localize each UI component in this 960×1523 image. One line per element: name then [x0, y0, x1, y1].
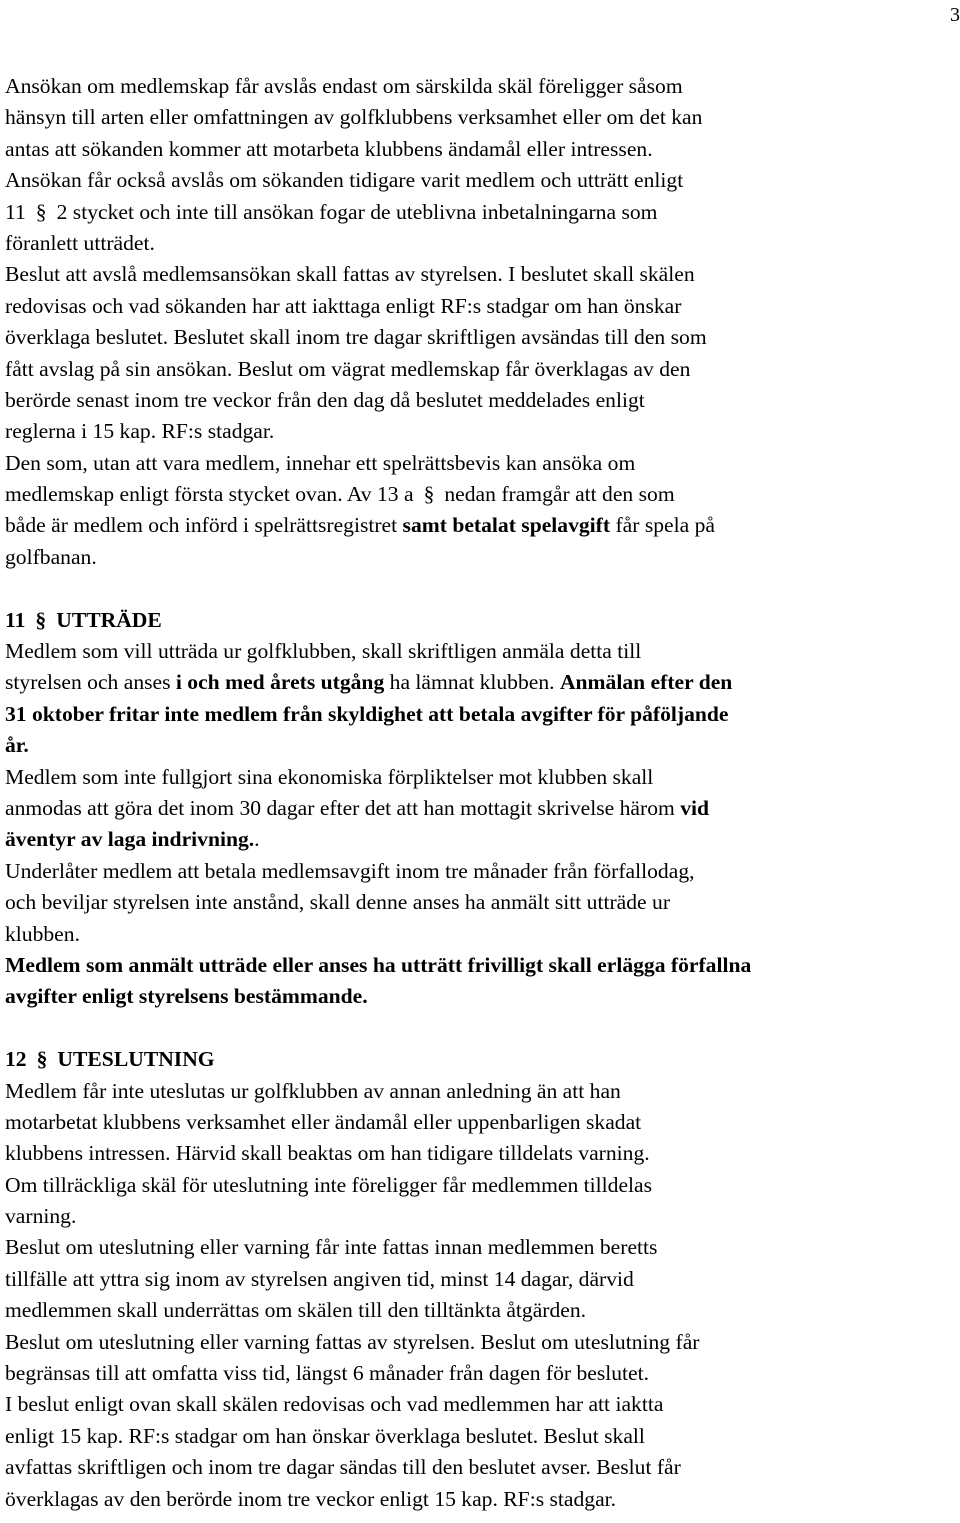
text-line: Underlåter medlem att betala medlemsavgift inom tre månader från förfallodag, [5, 858, 695, 883]
spacer [5, 573, 957, 604]
paragraph-membership-application [5, 71, 957, 573]
text-line: I beslut enligt ovan skall skälen redovisas och vad medlemmen har att iaktta [5, 1392, 664, 1417]
text-line: Medlem får inte uteslutas ur golfklubben av annan anledning än att han [5, 1078, 621, 1103]
bold-text: samt betalat spelavgift [402, 513, 611, 538]
text-line: Beslut om uteslutning eller varning får inte fattas innan medlemmen beretts [5, 1235, 658, 1260]
text-line [5, 197, 957, 228]
text-line: hänsyn till arten eller omfattningen av golfklubbens verksamhet eller om det kan [5, 105, 703, 130]
text-line: begränsas till att omfatta viss tid, längst 6 månader från dagen för beslutet. [5, 1361, 650, 1386]
text-line: Den som, utan att vara medlem, innehar ett spelrättsbevis kan ansöka om [5, 450, 636, 475]
text-line: medlemmen skall underrättas om skälen till den tilltänkta åtgärden. [5, 1298, 587, 1323]
text-line: Beslut om uteslutning eller varning fattas av styrelsen. Beslut om uteslutning får [5, 1329, 700, 1354]
text-line: klubbens intressen. Härvid skall beaktas om han tidigare tilldelats varning. [5, 1141, 650, 1166]
document-body [5, 71, 957, 1515]
text-fragment: medlemskap enligt första stycket ovan. Av 13 a [5, 482, 419, 507]
bold-text: i och med årets utgång [175, 670, 385, 695]
text-fragment: både är medlem och införd i spelrättsregistret [5, 513, 403, 538]
section-title: UTESLUTNING [57, 1047, 215, 1072]
text-line: antas att sökanden kommer att motarbeta klubbens ändamål eller intressen. [5, 136, 653, 161]
page-number: 3 [950, 4, 960, 26]
text-line [5, 667, 957, 698]
text-fragment: anmodas att göra det inom 30 dagar efter det att han mottagit skrivelse härom [5, 795, 681, 820]
text-fragment: 11 [5, 199, 32, 224]
section-heading [5, 1044, 957, 1075]
text-line [5, 510, 957, 541]
text-line [5, 793, 957, 824]
section-number: 11 [5, 607, 26, 632]
text-fragment: får spela på [610, 513, 715, 538]
text-line: avfattas skriftligen och inom tre dagar sändas till den beslutet avser. Beslut får [5, 1455, 681, 1480]
text-line: klubben. [5, 921, 80, 946]
text-line: fått avslag på sin ansökan. Beslut om vägrat medlemskap får överklagas av den [5, 356, 691, 381]
text-line: redovisas och vad sökanden har att iakttaga enligt RF:s stadgar om han önskar [5, 293, 682, 318]
text-line: överklagas av den berörde inom tre veckor enligt 15 kap. RF:s stadgar. [5, 1486, 617, 1511]
section-sign: § [35, 607, 47, 632]
section-12-uteslutning [5, 1044, 957, 1515]
text-line: Medlem som anmält utträde eller anses ha utträtt frivilligt skall erlägga förfallna [5, 952, 752, 977]
text-line: överklaga beslutet. Beslutet skall inom tre dagar skriftligen avsändas till den som [5, 325, 707, 350]
section-number: 12 [5, 1047, 27, 1072]
text-line: och beviljar styrelsen inte anstånd, skall denne anses ha anmält sitt utträde ur [5, 890, 671, 915]
text-line: Ansökan får också avslås om sökanden tidigare varit medlem och utträtt enligt [5, 168, 684, 193]
text-line: föranlett utträdet. [5, 230, 155, 255]
text-line: motarbetat klubbens verksamhet eller ändamål eller uppenbarligen skadat [5, 1109, 642, 1134]
text-line: Om tillräckliga skäl för uteslutning inte föreligger får medlemmen tilldelas [5, 1172, 653, 1197]
text-line: varning. [5, 1204, 77, 1229]
text-line: år. [5, 733, 29, 758]
text-line: tillfälle att yttra sig inom av styrelsen angiven tid, minst 14 dagar, därvid [5, 1266, 634, 1291]
text-line: reglerna i 15 kap. RF:s stadgar. [5, 419, 275, 444]
text-line: avgifter enligt styrelsens bestämmande. [5, 984, 368, 1009]
bold-text: vid [680, 795, 710, 820]
spacer [5, 1013, 957, 1044]
text-fragment: ha lämnat klubben. [384, 670, 560, 695]
text-fragment: . [254, 827, 260, 852]
text-line [5, 479, 957, 510]
bold-text: Anmälan efter den [559, 670, 733, 695]
section-title: UTTRÄDE [56, 607, 162, 632]
text-line: 31 oktober fritar inte medlem från skyldighet att betala avgifter för påföljande [5, 701, 729, 726]
text-line: berörde senast inom tre veckor från den dag då beslutet meddelades enligt [5, 387, 645, 412]
text-line [5, 824, 957, 855]
text-line: Ansökan om medlemskap får avslås endast om särskilda skäl föreligger såsom [5, 74, 683, 98]
section-sign: § [35, 199, 47, 224]
text-line: Medlem som inte fullgjort sina ekonomiska förpliktelser mot klubben skall [5, 764, 654, 789]
section-11-uttrade [5, 605, 957, 1013]
text-line: golfbanan. [5, 544, 97, 569]
section-heading [5, 605, 957, 636]
bold-text: äventyr av laga indrivning. [5, 827, 255, 852]
text-fragment: styrelsen och anses [5, 670, 176, 695]
text-line: enligt 15 kap. RF:s stadgar om han önskar överklaga beslutet. Beslut skall [5, 1423, 645, 1448]
text-line: Beslut att avslå medlemsansökan skall fattas av styrelsen. I beslutet skall skälen [5, 262, 695, 287]
section-sign: § [423, 482, 435, 507]
section-sign: § [36, 1047, 48, 1072]
text-line: Medlem som vill utträda ur golfklubben, skall skriftligen anmäla detta till [5, 639, 642, 664]
text-fragment: nedan framgår att den som [438, 482, 675, 507]
text-fragment: 2 stycket och inte till ansökan fogar de uteblivna inbetalningarna som [51, 199, 658, 224]
